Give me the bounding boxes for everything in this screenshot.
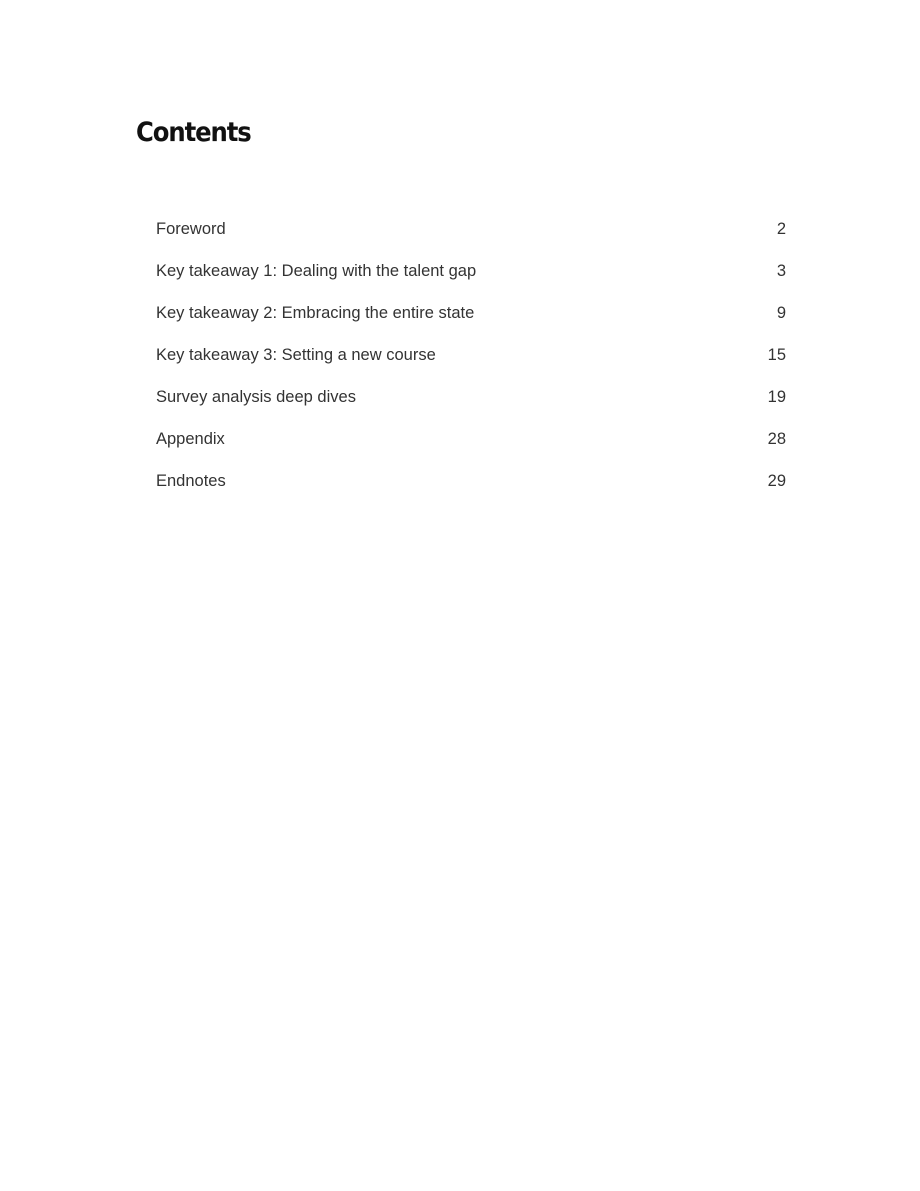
toc-entry-label: Key takeaway 3: Setting a new course [156,346,436,364]
toc-entry-endnotes[interactable] [156,460,786,502]
contents-title: Contents [136,117,251,148]
toc-entry-label: Foreword [156,220,226,238]
toc-entry-survey-analysis[interactable] [156,376,786,418]
toc-entry-page-number: 3 [776,262,786,280]
toc-entry-page-number: 9 [776,304,786,322]
table-of-contents [156,208,786,502]
toc-entry-key-takeaway-3[interactable] [156,334,786,376]
toc-entry-appendix[interactable] [156,418,786,460]
toc-entry-label: Survey analysis deep dives [156,388,356,406]
toc-entry-key-takeaway-1[interactable] [156,250,786,292]
toc-entry-page-number: 15 [767,346,786,364]
toc-entry-page-number: 2 [776,220,786,238]
toc-entry-page-number: 29 [767,472,786,490]
toc-entry-foreword[interactable] [156,208,786,250]
toc-entry-page-number: 19 [767,388,786,406]
toc-entry-page-number: 28 [767,430,786,448]
toc-entry-label: Appendix [156,430,225,448]
toc-entry-key-takeaway-2[interactable] [156,292,786,334]
toc-entry-label: Key takeaway 1: Dealing with the talent gap [156,262,477,280]
toc-entry-label: Key takeaway 2: Embracing the entire state [156,304,475,322]
toc-entry-label: Endnotes [156,472,226,490]
